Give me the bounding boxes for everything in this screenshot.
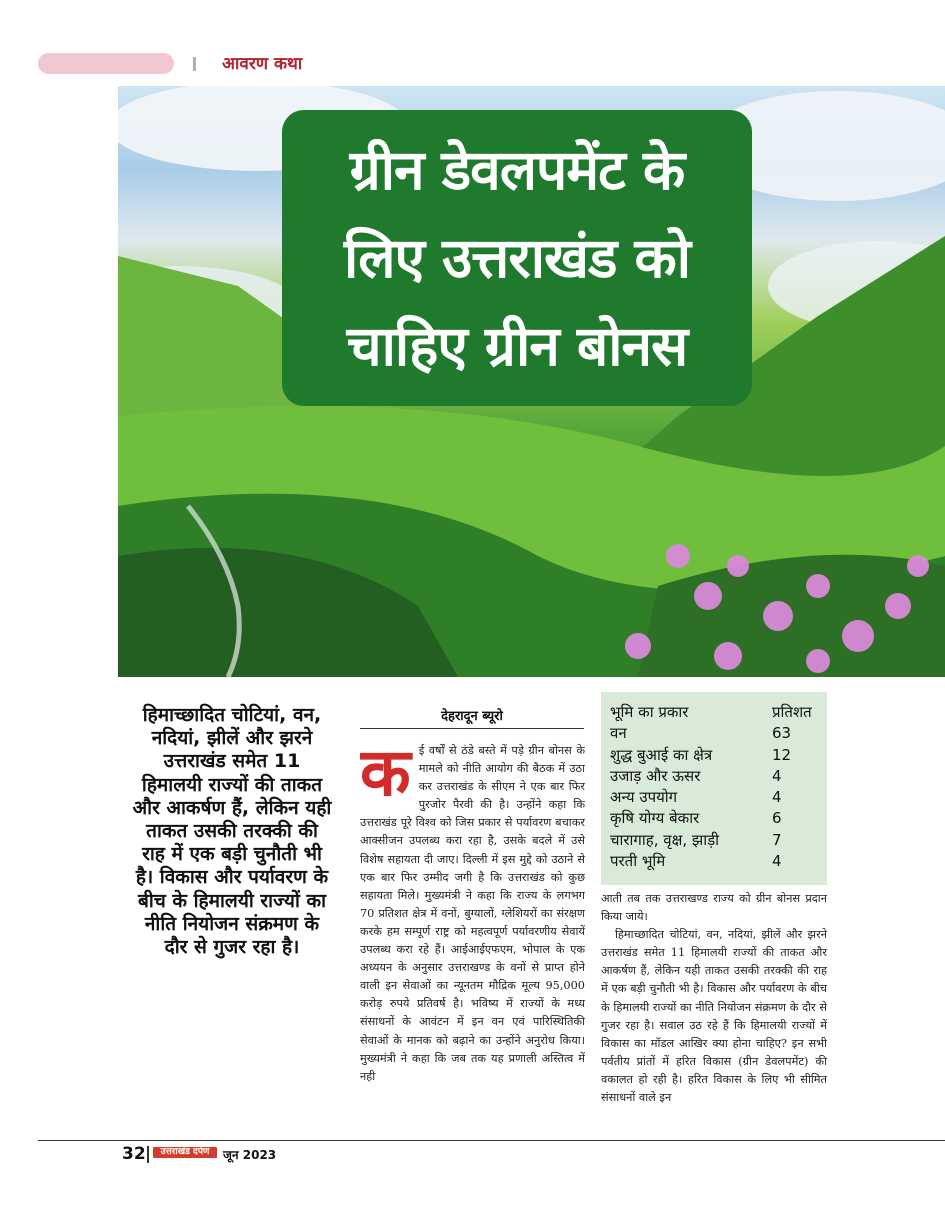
percent-cell: 12 <box>772 745 792 764</box>
issue-date: जून 2023 <box>223 1148 277 1162</box>
headline-line: लिए उत्तराखंड को <box>343 226 691 290</box>
land-use-table <box>601 692 827 885</box>
byline: देहरादून ब्यूरो <box>360 706 584 729</box>
table-row <box>610 808 812 829</box>
section-label: आवरण कथा <box>222 54 303 74</box>
publication-name: उत्तराखंड दर्पण <box>160 1147 210 1157</box>
table-row <box>610 787 812 808</box>
land-type-cell: परती भूमि <box>610 852 666 871</box>
headline <box>344 126 690 390</box>
land-type-cell: शुद्ध बुआई का क्षेत्र <box>610 745 713 764</box>
drop-cap: क <box>360 742 411 811</box>
table-row <box>610 766 812 787</box>
article-paragraph: आती तब तक उत्तराखण्ड राज्य को ग्रीन बोनस प्रदान किया जाये। <box>601 892 827 924</box>
percent-cell: 4 <box>772 788 782 807</box>
percent-cell: 4 <box>772 852 782 871</box>
land-type-cell: वन <box>610 724 627 743</box>
land-type-cell: चारागाह, वृक्ष, झाड़ी <box>610 830 720 849</box>
table-row <box>610 723 812 744</box>
page-number: 32 <box>122 1144 146 1164</box>
article-column-2 <box>601 890 827 1126</box>
percent-cell: 7 <box>772 830 782 849</box>
publication-logo <box>153 1147 217 1158</box>
table-header-type: भूमि का प्रकार <box>610 703 689 721</box>
footer-rule <box>38 1140 945 1141</box>
table-row <box>610 851 812 872</box>
headline-line: चाहिए ग्रीन बोनस <box>346 314 688 378</box>
headline-box <box>282 110 752 406</box>
land-type-cell: कृषि योग्य बेकार <box>610 809 700 828</box>
headline-line: ग्रीन डेवलपमेंट के <box>349 138 685 202</box>
percent-cell: 4 <box>772 766 782 785</box>
table-row <box>610 745 812 766</box>
footer-divider <box>147 1146 149 1163</box>
pull-quote: हिमाच्छादित चोटियां, वन, नदियां, झीलें और झरने उत्तराखंड समेत 11 हिमालयी राज्यों की ताकत और आकर्षण हैं, लेकिन यही ताकत उसकी तरक्की की राह में एक बड़ी चुनौती भी है। विकास और पर्यावरण के बीच के हिमालयी राज्यों का नीति नियोजन संक्रमण के दौर से गुजर रहा है। <box>132 704 332 959</box>
land-type-cell: उजाड़ और ऊसर <box>610 766 701 785</box>
section-pill <box>38 53 174 74</box>
table-header-percent: प्रतिशत <box>772 703 812 721</box>
percent-cell: 63 <box>772 724 792 743</box>
article-paragraph: हिमाच्छादित चोटियां, वन, नदियां, झीलें और झरने उत्तराखंड समेत 11 हिमालयी राज्यों की ताकत और आकर्षण हैं, लेकिन यही ताकत उसकी तरक्की की राह में एक बड़ी चुनौती भी है। विकास और पर्यावरण के बीच के हिमालयी राज्यों का नीति नियोजन संक्रमण के दौर से गुजर रहा है। सवाल उठ रहे हैं कि हिमालयी राज्यों में विकास का मॉडल आखिर क्या होना चाहिए? इन सभी पर्वतीय प्रांतों में हरित विकास (ग्रीन डेवलपमेंट) की वकालत हो रही है। हरित विकास के लिए भी सीमित संसाधनों वाले इन <box>601 928 827 1105</box>
article-column-1 <box>360 742 585 1126</box>
article-text: ई वर्षों से ठंडे बस्ते में पड़े ग्रीन बोनस के मामले को नीति आयोग की बैठक में उठा कर उत्तराखंड के सीएम ने एक बार फिर पुरजोर पैरवी की है। उन्होंने कहा कि उत्तराखंड पूरे विश्व को जिस प्रकार से पर्यावरण बचाकर आक्सीजन उपलब्ध करा रहा है, उसके बदले में उसे विशेष सहायता दी जाए। दिल्ली में इस मुद्दे को उठाने से एक बार फिर उम्मीद जगी है कि उत्तराखंड को कुछ सहायता मिले। मुख्यमंत्री ने कहा कि राज्य के लगभग 70 प्रतिशत क्षेत्र में वनों, बुग्यालों, ग्लेशियरों का संरक्षण करके हम सम्पूर्ण राष्ट्र को महत्वपूर्ण पर्यावरणीय सेवायें उपलब्ध करा रहे हैं। आईआईएफएम, भोपाल के एक अध्ययन के अनुसार उत्तराखण्ड के वनों से प्राप्त होने वाली इन सेवाओं का न्यूनतम मौद्रिक मूल्य 95,000 करोड़ रुपये प्रतिवर्ष है। भविष्य में राज्यों के मध्य संसाधनों के आवंटन में इन वन एवं पारिस्थितिकी सेवाओं के मानक को बढ़ाने का उन्होंने अनुरोध किया। मुख्यमंत्री ने कहा कि जब तक यह प्रणाली अस्तित्व में नही <box>360 744 585 1083</box>
section-divider <box>193 57 196 71</box>
land-type-cell: अन्य उपयोग <box>610 788 678 807</box>
percent-cell: 6 <box>772 809 782 828</box>
table-header-row <box>610 702 812 723</box>
table-row <box>610 830 812 851</box>
